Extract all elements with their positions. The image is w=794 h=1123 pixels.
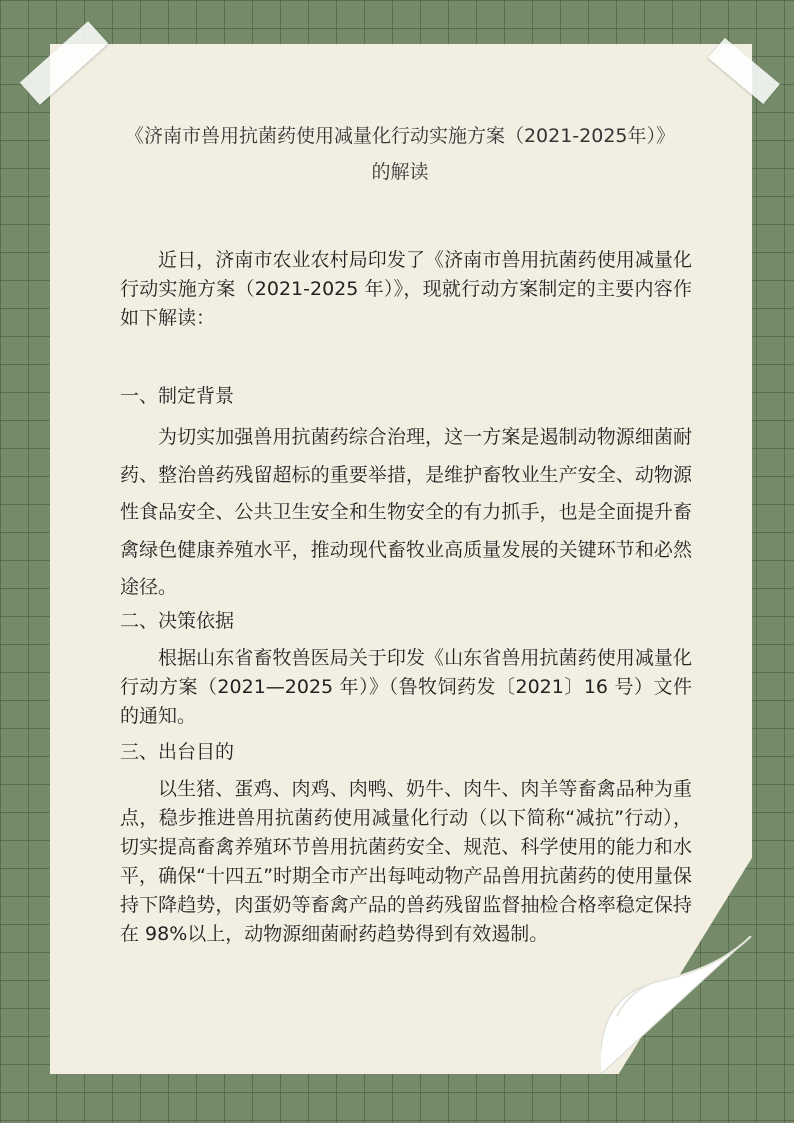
document-body (120, 246, 692, 949)
section-heading-background: 一、制定背景 (120, 385, 235, 407)
section-text-background: 为切实加强兽用抗菌药综合治理，这一方案是遏制动物源细菌耐药、整治兽药残留超标的重要举措，是维护畜牧业生产安全、动物源性食品安全、公共卫生安全和生物安全的有力抓手，也是全面提升畜禽绿色健康养殖水平，推动现代畜牧业高质量发展的关键环节和必然途径。 (120, 426, 692, 598)
section-heading-purpose: 三、出台目的 (120, 740, 235, 763)
section-text-purpose: 以生猪、蛋鸡、肉鸡、肉鸭、奶牛、肉牛、肉羊等畜禽品种为重点，稳步推进兽用抗菌药使用减量化行动（以下简称“减抗”行动），切实提高畜禽养殖环节兽用抗菌药安全、规范、科学使用的能力和水平，确保“十四五”时期全市产出每吨动物产品兽用抗菌药的使用量保持下降趋势，肉蛋奶等畜禽产品的兽药残留监督抽检合格率稳定保持在 98%以上，动物源细菌耐药趋势得到有效遏制。 (120, 777, 692, 945)
intro-paragraph: 近日，济南市农业农村局印发了《济南市兽用抗菌药使用减量化行动实施方案（2021-2025 年）》，现就行动方案制定的主要内容作如下解读： (120, 249, 692, 329)
section-text-basis: 根据山东省畜牧兽医局关于印发《山东省兽用抗菌药使用减量化行动方案（2021—2025 年）》（鲁牧饲药发〔2021〕16 号）文件的通知。 (120, 646, 692, 727)
document-title: 《济南市兽用抗菌药使用减量化行动实施方案（2021-2025年）》的解读 (124, 125, 676, 183)
section-heading-basis: 二、决策依据 (120, 609, 235, 632)
page-curl (601, 936, 761, 1076)
